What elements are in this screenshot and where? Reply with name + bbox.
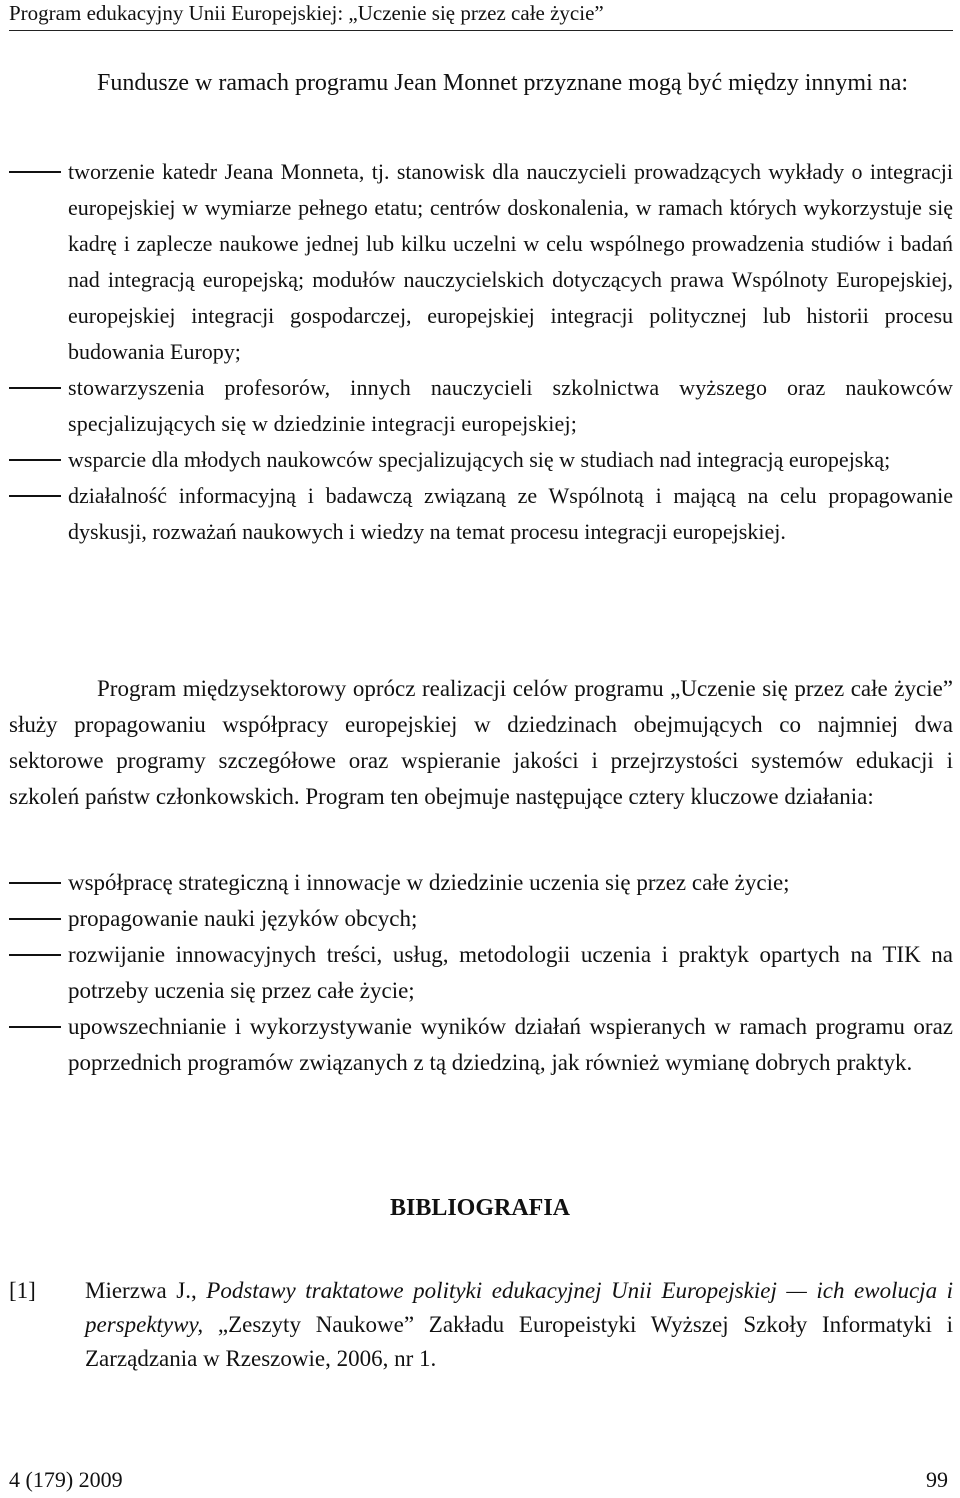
cross-sector-paragraph: Program międzysektorowy oprócz realizacji celów programu „Uczenie się przez całe życie” służy propagowaniu współpracy europejskiej w dziedzinach obejmujących co najmniej dwa sektorowe programy szczegółowe oraz wspieranie jakości i przejrzystości systemów edukacji i szkoleń państw członkowskich. Program ten obejmuje następujące cztery kluczowe działania: <box>9 676 953 809</box>
reference-source: „Zeszyty Naukowe” Zakładu Europeistyki Wyższej Szkoły Informatyki i Zarządzania w Rzeszowie, 2006, nr 1. <box>85 1312 953 1371</box>
list-item <box>9 1009 953 1081</box>
list-item <box>9 865 953 901</box>
page-number: 99 <box>926 1467 948 1492</box>
key-actions-list <box>9 865 953 1081</box>
running-header <box>9 0 953 31</box>
list-item-text: rozwijanie innowacyjnych treści, usług, metodologii uczenia i praktyk opartych na TIK na potrzeby uczenia się przez całe życie; <box>68 942 953 1003</box>
dash-bullet <box>9 154 61 190</box>
list-item-text: tworzenie katedr Jeana Monneta, tj. stanowisk dla nauczycieli prowadzących wykłady o integracji europejskiej w wymiarze pełnego etatu; centrów doskonalenia, w ramach których wykorzystuje się kadrę i zaplecze naukowe jednej lub kilku uczelni w celu wspólnego prowadzenia studiów i badań nad integracją europejską; modułów nauczycielskich dotyczących prawa Wspólnoty Europejskiej, europejskiej integracji gospodarczej, europejskiej integracji politycznej lub historii procesu budowania Europy; <box>68 159 953 364</box>
list-item <box>9 937 953 1009</box>
dash-bullet <box>9 1009 61 1045</box>
dash-bullet <box>9 370 61 406</box>
reference-title: Podstawy traktatowe polityki edukacyjnej Unii Europejskiej — ich ewolucja i perspektywy, <box>85 1278 954 1337</box>
reference-number: [1] <box>9 1278 36 1303</box>
dash-bullet <box>9 865 61 901</box>
list-item <box>9 478 953 550</box>
dash-bullet <box>9 478 61 514</box>
list-item-text: wsparcie dla młodych naukowców specjalizujących się w studiach nad integracją europejską; <box>68 447 891 472</box>
dash-bullet <box>9 442 61 478</box>
bibliography-entry <box>9 1274 953 1376</box>
intro-paragraph: Fundusze w ramach programu Jean Monnet przyznane mogą być między innymi na: <box>97 70 909 96</box>
list-item <box>9 154 953 370</box>
bibliography-heading: BIBLIOGRAFIA <box>389 1195 571 1221</box>
list-item <box>9 442 953 478</box>
jean-monnet-list <box>9 154 953 550</box>
dash-bullet <box>9 901 61 937</box>
list-item-text: współpracę strategiczną i innowacje w dziedzinie uczenia się przez całe życie; <box>68 870 790 895</box>
list-item-text: propagowanie nauki języków obcych; <box>68 906 418 931</box>
list-item <box>9 370 953 442</box>
reference-author: Mierzwa J., <box>85 1278 197 1303</box>
list-item <box>9 901 953 937</box>
reference-body <box>85 1274 953 1376</box>
issue-number: 4 (179) 2009 <box>9 1467 123 1492</box>
dash-bullet <box>9 937 61 973</box>
list-item-text: upowszechnianie i wykorzystywanie wyników działań wspieranych w ramach programu oraz poprzednich programów związanych z tą dziedziną, jak również wymianę dobrych praktyk. <box>68 1014 953 1075</box>
list-item-text: stowarzyszenia profesorów, innych nauczycieli szkolnictwa wyższego oraz naukowców specjalizujących się w dziedzinie integracji europejskiej; <box>68 375 953 436</box>
running-title: Program edukacyjny Unii Europejskiej: „Uczenie się przez całe życie” <box>9 1 604 25</box>
list-item-text: działalność informacyjną i badawczą związaną ze Wspólnotą i mającą na celu propagowanie dyskusji, rozważań naukowych i wiedzy na temat procesu integracji europejskiej. <box>68 483 953 544</box>
